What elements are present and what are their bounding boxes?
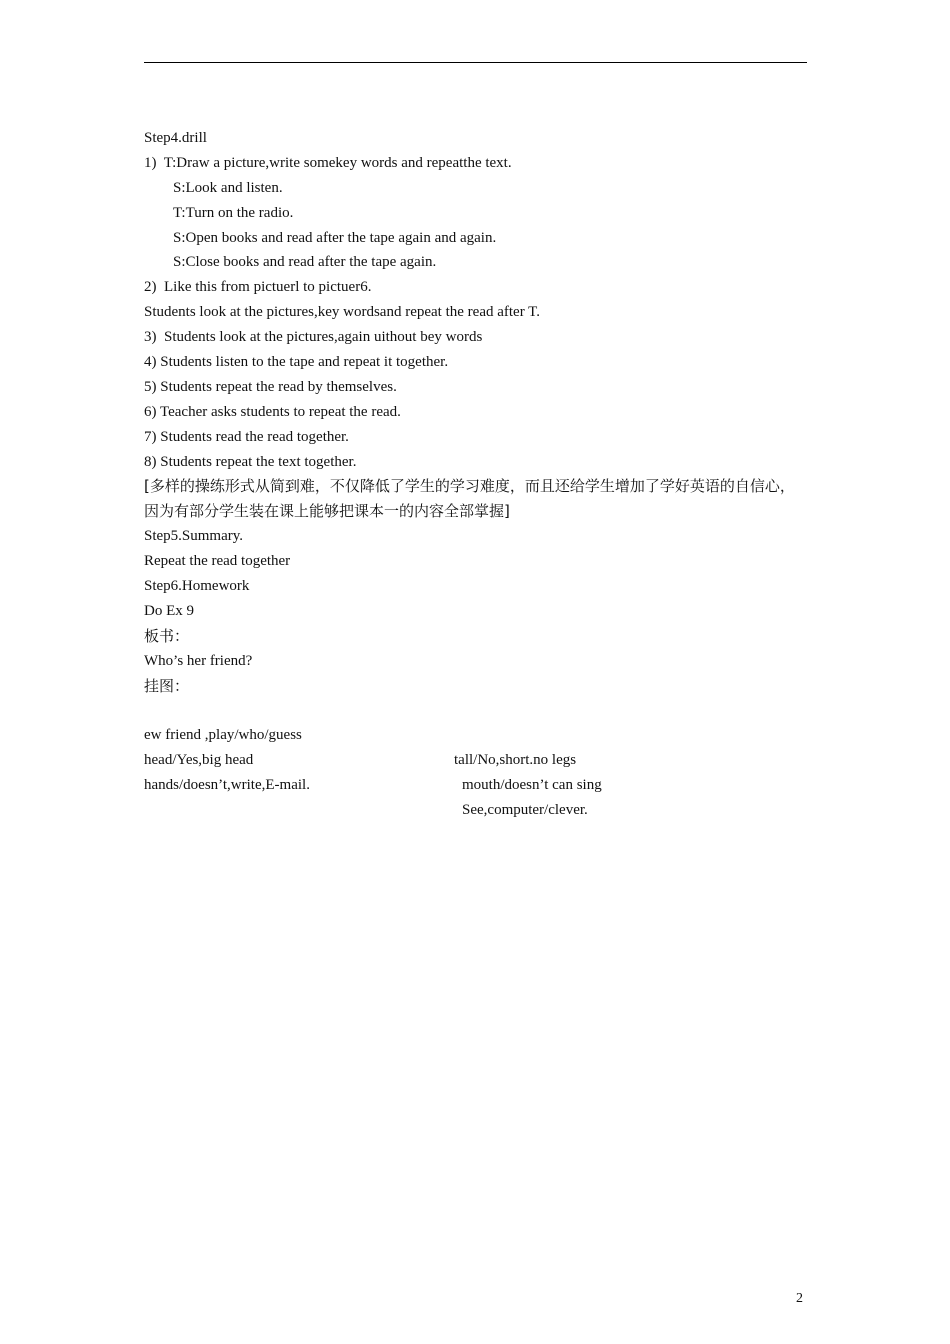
- drill-item-1-sub: S:Look and listen.: [173, 179, 283, 196]
- wallchart-left: hands/doesn’t,write,E-mail.: [144, 777, 310, 794]
- drill-item-1-sub: T:Turn on the radio.: [173, 204, 294, 221]
- step6-text: Do Ex 9: [144, 602, 194, 619]
- drill-item-6: 6) Teacher asks students to repeat the read.: [144, 403, 401, 420]
- step4-heading: Step4.drill: [144, 130, 207, 146]
- wallchart-right: See,computer/clever.: [462, 802, 588, 819]
- step6-heading: Step6.Homework: [144, 578, 250, 595]
- step5-text: Repeat the read together: [144, 553, 291, 570]
- wallchart-left: head/Yes,big head: [144, 752, 254, 769]
- wallchart-left: ew friend ,play/who/guess: [144, 727, 302, 744]
- drill-item-2-detail: Students look at the pictures,key wordsand repeat the read after T.: [144, 304, 540, 321]
- wallchart-label: 挂图：: [144, 676, 190, 695]
- step5-heading: Step5.Summary.: [144, 528, 244, 545]
- drill-item-4: 4) Students listen to the tape and repeat it together.: [144, 354, 449, 371]
- drill-item-7: 7) Students read the read together.: [144, 428, 349, 445]
- board-title: Who’s her friend?: [144, 652, 253, 669]
- drill-item-1: 1) T:Draw a picture,write somekey words and repeatthe text.: [144, 154, 512, 171]
- wallchart-right: tall/No,short.no legs: [454, 752, 577, 769]
- page-number: 2: [796, 1291, 803, 1306]
- document-body: [144, 126, 807, 819]
- drill-item-2: 2) Like this from pictuerl to pictuer6.: [144, 279, 372, 296]
- wallchart-right: mouth/doesn’t can sing: [462, 777, 602, 794]
- board-label: 板书：: [144, 626, 190, 645]
- drill-item-1-sub: S:Close books and read after the tape again.: [173, 254, 437, 271]
- teaching-note: [多样的操练形式从简到难，不仅降低了学生的学习难度，而且还给学生增加了学好英语的自信心，因为有部分学生装在课上能够把课本一的内容全部掌握]: [144, 477, 795, 521]
- drill-item-5: 5) Students repeat the read by themselves.: [144, 378, 397, 395]
- drill-item-3: 3) Students look at the pictures,again uithout bey words: [144, 329, 483, 346]
- drill-item-8: 8) Students repeat the text together.: [144, 453, 357, 470]
- drill-item-1-sub: S:Open books and read after the tape again and again.: [173, 229, 497, 246]
- header-rule: [144, 62, 807, 63]
